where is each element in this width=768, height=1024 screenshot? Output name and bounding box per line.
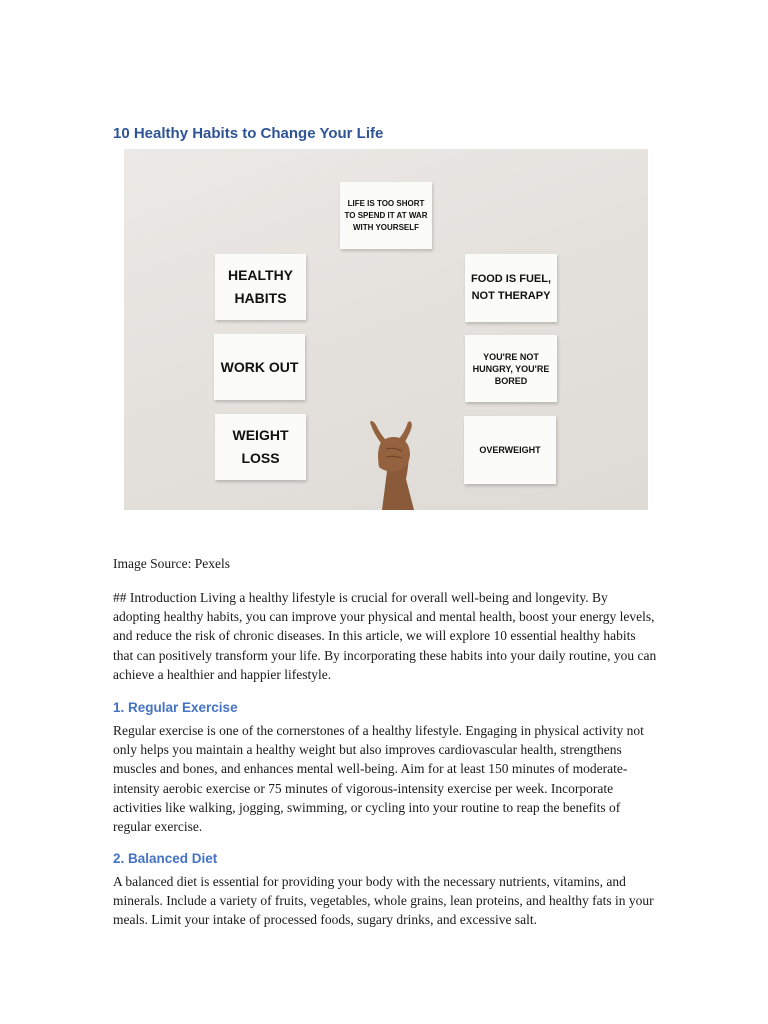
section-body-regular-exercise: Regular exercise is one of the cornerstones of a healthy lifestyle. Engaging in physical activity not only helps you maintain a healthy weight but also improves cardiovascular health, strengthens muscles and bones, and enhances mental well-being. Aim for at least 150 minutes of moderate-intensity aerobic exercise or 75 minutes of vigorous-intensity exercise per week. Incorporate activities like walking, jogging, swimming, or cycling into your routine to reap the benefits of regular exercise.	[113, 723, 644, 835]
note-text: WEIGHT LOSS	[232, 427, 289, 466]
note-not-hungry	[465, 335, 557, 402]
note-text: OVERWEIGHT	[479, 445, 541, 455]
note-text: WORK OUT	[220, 358, 299, 375]
note-food-is-fuel	[465, 254, 557, 322]
section-heading-balanced-diet: 2. Balanced Diet	[113, 851, 218, 866]
image-caption: Image Source: Pexels	[113, 556, 230, 571]
note-text: FOOD IS FUEL, NOT THERAPY	[470, 273, 552, 302]
note-overweight	[464, 416, 556, 484]
fist-shape	[378, 437, 410, 472]
intro-paragraph: ## Introduction Living a healthy lifestyle is crucial for overall well-being and longevity. By adopting healthy habits, you can improve your physical and mental health, boost your energy levels, and reduce the risk of chronic diseases. In this article, we will explore 10 essential healthy habits that can positively transform your life. By incorporating these habits into your daily routine, you can achieve a healthier and happier lifestyle.	[113, 590, 657, 682]
page-title: 10 Healthy Habits to Change Your Life	[113, 125, 384, 142]
note-work-out	[214, 334, 305, 400]
note-life-is-too-short	[340, 182, 432, 249]
index-finger-shape	[370, 421, 386, 443]
section-heading-regular-exercise: 1. Regular Exercise	[113, 700, 238, 715]
article-image	[124, 149, 648, 510]
note-weight-loss	[215, 414, 306, 480]
pinky-finger-shape	[398, 421, 412, 444]
note-text: YOU'RE NOT HUNGRY, YOU'RE BORED	[472, 351, 550, 386]
note-healthy-habits	[215, 254, 306, 320]
note-text: HEALTHY HABITS	[227, 267, 294, 306]
note-text: LIFE IS TOO SHORT TO SPEND IT AT WAR WITH YOURSELF	[344, 198, 428, 232]
section-body-balanced-diet: A balanced diet is essential for providing your body with the necessary nutrients, vitamins, and minerals. Include a variety of fruits, vegetables, whole grains, lean proteins, and healthy fats in your meals. Limit your intake of processed foods, sugary drinks, and excessive salt.	[113, 874, 654, 928]
